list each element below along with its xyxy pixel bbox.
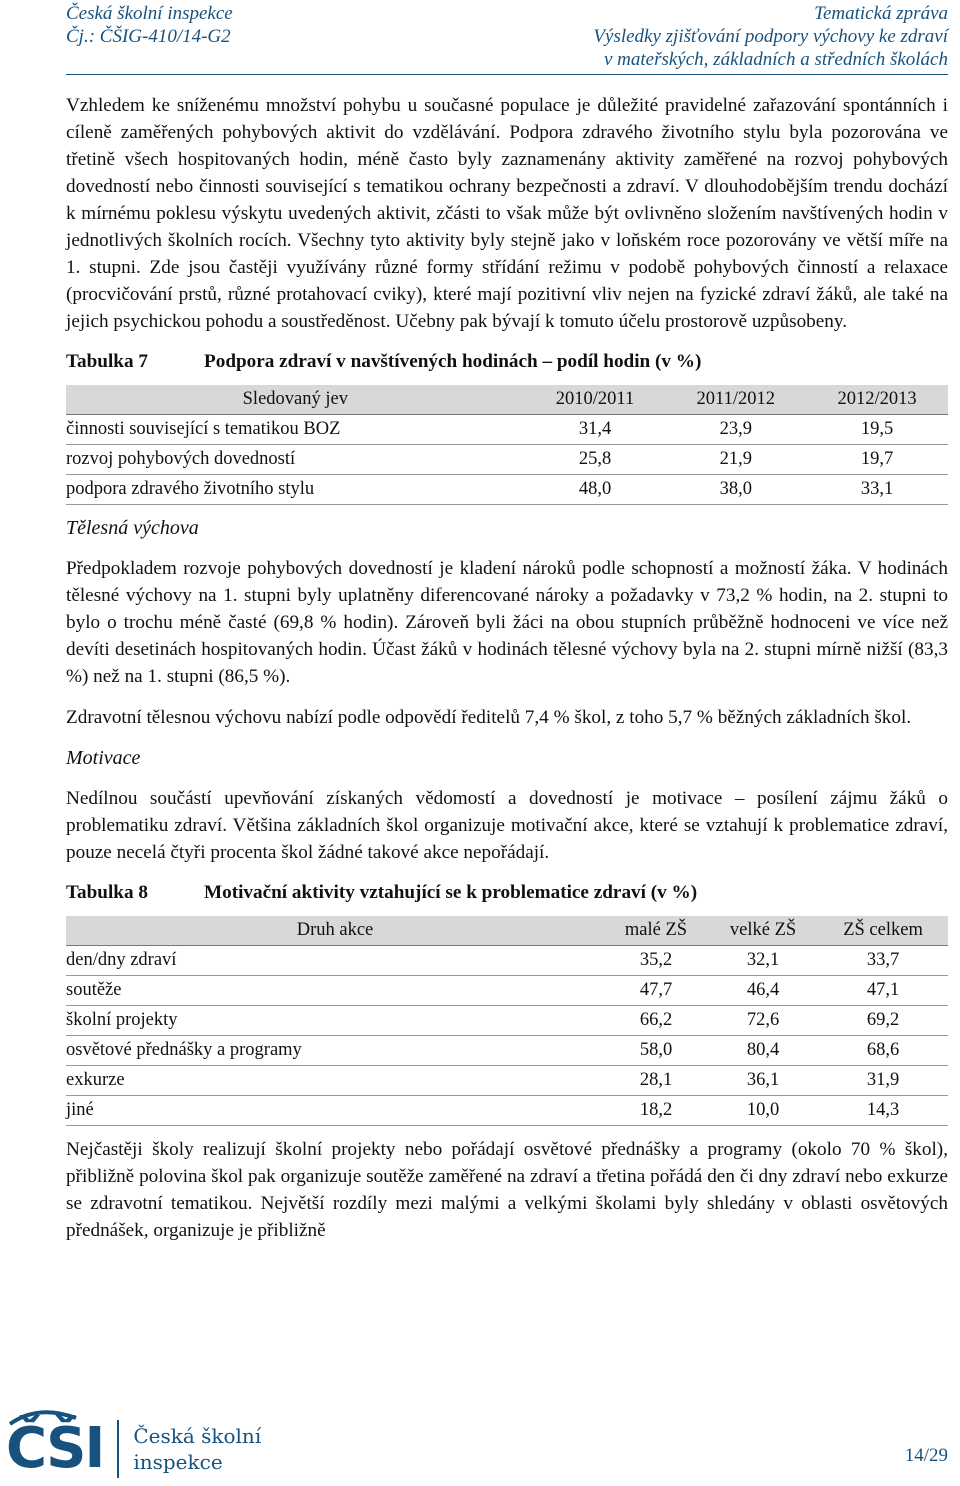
header-ref: Čj.: ČŠIG-410/14-G2 (66, 26, 231, 47)
footer-logo (0, 1416, 261, 1481)
table-row (66, 415, 948, 445)
page-content (66, 92, 948, 1258)
paragraph-intro: Vzhledem ke sníženému množství pohybu u současné populace je důležité pravidelné zařazování spontánních i cíleně zaměřených pohybových aktivit do vzdělávání. Podpora zdravého životního stylu byla pozorována ve třetině všech hospitovaných hodin, méně často byly zaznamenány aktivity zaměřené na rozvoj pohybových dovedností nebo činnosti související s tematikou ochrany bezpečnosti a zdraví. V dlouhodobějším trendu dochází k mírnému poklesu výskytu uvedených aktivit, zčásti to však může být ovlivněno složením navštívených hodin v jednotlivých školních rocích. Všechny tyto aktivity byly stejně jako v loňském roce pozorovány ve větší míře na 1. stupni. Zde jsou častěji využívány různé formy střídání režimu v podobě pohybových činností a relaxace (procvičování prstů, různé protahovací cviky), které mají pozitivní vliv nejen na fyzické zdraví žáků, ale také na jejich psychickou pohodu a soustředěnost. Učebny pak bývají k tomuto účelu prostorově uzpůsobeny. (66, 95, 948, 332)
table8 (66, 916, 948, 1126)
logo-divider (117, 1420, 119, 1478)
table-cell: rozvoj pohybových dovedností (66, 445, 525, 475)
table-cell: soutěže (66, 976, 604, 1006)
table-cell: 25,8 (525, 445, 666, 475)
table-cell: školní projekty (66, 1006, 604, 1036)
table7-col-header: 2012/2013 (806, 385, 948, 415)
table-cell: 23,9 (665, 415, 806, 445)
table-cell: 31,4 (525, 415, 666, 445)
table-row (66, 976, 948, 1006)
table-cell: 48,0 (525, 475, 666, 505)
table7-header-row (66, 385, 948, 415)
logo-line1: Česká školní (133, 1423, 262, 1448)
table8-header-row (66, 916, 948, 946)
paragraph-motivation: Nedílnou součástí upevňování získaných vědomostí a dovedností je motivace – posílení zájmu žáků o problematiku zdraví. Většina základních škol organizuje motivační akce, které se vztahují k problematice zdraví, pouze necelá čtyři procenta škol žádné takové akce nepořádají. (66, 788, 948, 863)
table-row (66, 1096, 948, 1126)
table-cell: 58,0 (604, 1036, 708, 1066)
table-cell: 18,2 (604, 1096, 708, 1126)
logo-swoosh-icon (8, 1408, 78, 1428)
table8-col-header: malé ZŠ (604, 916, 708, 946)
header-report-title: Výsledky zjišťování podpory výchovy ke zdraví (593, 26, 948, 47)
csi-logo-mark (0, 1416, 103, 1481)
logo-line2: inspekce (133, 1449, 223, 1474)
table-cell: 72,6 (708, 1006, 818, 1036)
table8-title: Motivační aktivity vztahující se k problematice zdraví (v %) (204, 882, 698, 903)
table-row (66, 1066, 948, 1096)
logo-text (133, 1423, 261, 1475)
table8-number: Tabulka 8 (66, 882, 148, 903)
paragraph-physical-education: Předpokladem rozvoje pohybových dovedností je kladení nároků podle schopností a možností žáka. V hodinách tělesné výchovy na 1. stupni byly uplatněny diferencované nároky a požadavky v 73,2 % hodin, na 2. stupni to bylo o trochu méně časté (69,8 % hodin). Zároveň byli žáci na obou stupních průběžně hodnoceni ve více než devíti desetinách hospitovaných hodin. Účast žáků v hodinách tělesné výchovy byla na 2. stupni mírně nižší (83,3 %) než na 1. stupni (86,5 %). (66, 558, 948, 687)
table-cell: podpora zdravého životního stylu (66, 475, 525, 505)
table-cell: 19,5 (806, 415, 948, 445)
table-cell: 33,7 (818, 946, 948, 976)
table-cell: 80,4 (708, 1036, 818, 1066)
table-cell: 33,1 (806, 475, 948, 505)
paragraph-summary: Nejčastěji školy realizují školní projekty nebo pořádají osvětové přednášky a programy (okolo 70 % škol), přibližně polovina škol pak organizuje soutěže zaměřené na zdraví a třetina pořádá den či dny zdraví nebo exkurze se zdravotní tematikou. Největší rozdíly mezi malými a velkými školami byly shledány v oblasti osvětových přednášek, organizuje je přibližně (66, 1139, 948, 1241)
table-cell: 32,1 (708, 946, 818, 976)
table-cell: 68,6 (818, 1036, 948, 1066)
table-cell: 28,1 (604, 1066, 708, 1096)
table-cell: 46,4 (708, 976, 818, 1006)
table-row (66, 445, 948, 475)
table8-col-header: ZŠ celkem (818, 916, 948, 946)
table-cell: exkurze (66, 1066, 604, 1096)
table-cell: 21,9 (665, 445, 806, 475)
table-row (66, 1006, 948, 1036)
table-cell: činnosti související s tematikou BOZ (66, 415, 525, 445)
table-cell: osvětové přednášky a programy (66, 1036, 604, 1066)
table7-col-header: 2010/2011 (525, 385, 666, 415)
table7-col-header: Sledovaný jev (66, 385, 525, 415)
table7 (66, 385, 948, 505)
table-row (66, 946, 948, 976)
table7-col-header: 2011/2012 (665, 385, 806, 415)
table-cell: 66,2 (604, 1006, 708, 1036)
header-left (66, 2, 233, 48)
header-org: Česká školní inspekce (66, 3, 233, 24)
header-right (593, 2, 948, 71)
table7-title: Podpora zdraví v navštívených hodinách – podíl hodin (v %) (204, 351, 702, 372)
header-rule (66, 74, 948, 75)
table-cell: 47,1 (818, 976, 948, 1006)
subhead-motivation: Motivace (66, 747, 141, 769)
table-row (66, 475, 948, 505)
table-cell: 19,7 (806, 445, 948, 475)
table-cell: 14,3 (818, 1096, 948, 1126)
table7-caption (66, 349, 948, 375)
table-cell: jiné (66, 1096, 604, 1126)
table-cell: 10,0 (708, 1096, 818, 1126)
subhead-physical-education: Tělesná výchova (66, 517, 199, 539)
table-cell: 38,0 (665, 475, 806, 505)
table-cell: den/dny zdraví (66, 946, 604, 976)
paragraph-health-pe: Zdravotní tělesnou výchovu nabízí podle odpovědí ředitelů 7,4 % škol, z toho 5,7 % běžných základních škol. (66, 707, 912, 728)
table8-col-header: Druh akce (66, 916, 604, 946)
table8-caption (66, 880, 948, 906)
table-row (66, 1036, 948, 1066)
table8-col-header: velké ZŠ (708, 916, 818, 946)
logo-mark-text: ČŠI (6, 1416, 104, 1481)
table7-number: Tabulka 7 (66, 351, 148, 372)
header-report-type: Tematická zpráva (814, 3, 948, 24)
table-cell: 31,9 (818, 1066, 948, 1096)
table-cell: 36,1 (708, 1066, 818, 1096)
table-cell: 35,2 (604, 946, 708, 976)
header-report-scope: v mateřských, základních a středních školách (603, 49, 948, 70)
table-cell: 69,2 (818, 1006, 948, 1036)
page-number: 14/29 (904, 1445, 948, 1466)
table-cell: 47,7 (604, 976, 708, 1006)
